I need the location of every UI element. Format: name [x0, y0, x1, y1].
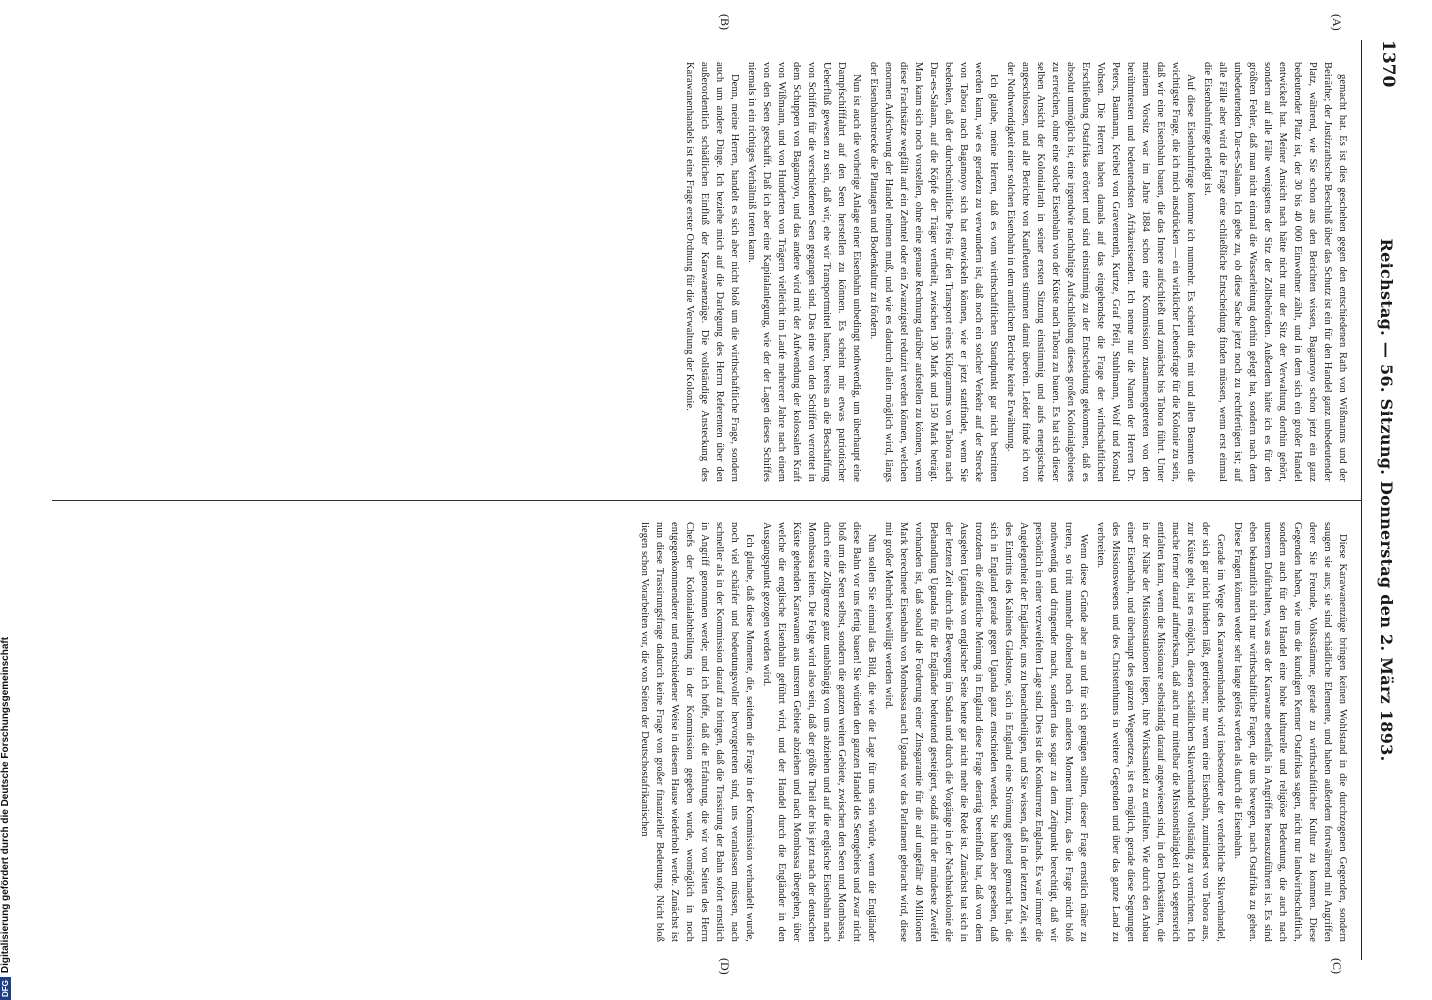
digitization-footer	[0, 0, 14, 1000]
paragraph: gemacht hat. Es ist dies geschehen gegen den entschiedenen Rath von Wißmanns und der Beiräthe; der Justizrathsche Beschluß über das Schutz ist ein für den Handel ganz unbedeutender Platz, während, wie Sie schon aus den Berichten wissen, Bagamoyo schon jetzt ein ganz bedeutender Platz ist, der 30 bis 40 000 Einwohner zählt, und in dem sich ein großer Handel entwickelt hat. Meiner Ansicht nach hätte nicht nur der Sitz der Verwaltung dorthin gehört, sondern auf alle Fälle wenigstens der Sitz der Zollbehörden. Außerdem hätte ich es für den größten Fehler, daß man nicht einmal die Wasserleitung dorthin gelegt hat, sondern nach dem unbedeutenden Dar-es-Salaam. Ich gebe zu, ob diese Sache jetzt noch zu rechtfertigen ist; auf alle Fälle aber wird die Frage eine schließliche Entscheidung finden müssen, wenn erst einmal die Eisenbahnfrage erledigt ist.	[1202, 62, 1348, 482]
paragraph: Nun sollen Sie einmal das Bild, die wie die Lage für uns sein würde, wenn die Engländer diese Bahn vor uns fertig bauen! Sie würden den ganzen Handel des Seengebiets und zwar nicht bloß um die Seen selbst, sondern die ganzen weiten Gebiete, zwischen den Seen und Mombassa, durch eine Zollgrenze ganz unabhängig von uns abziehen und auf die englische Eisenbahn nach Mombassa leiten. Die Folge wird also sein, daß der größte Theil der bis jetzt nach der deutschen Küste gehenden Karawanen aus unsrem Gebiete abziehen und nach Mombassa übergehen, über welche die englische Eisenbahn geführt wird, und der Handel durch die Engländer in den Ausgangspunkt gezogen werden wird.	[761, 522, 877, 942]
paragraph: Gerade im Wege des Karawanenhandels wird insbesondere der verderbliche Sklavenhandel, der sich gar nicht hindern läßt, getrieben; nur wenn eine Eisenbahn, zumindest von Tabora aus, zur Küste geht, ist es möglich, diesen schädlichen Sklavenhandel vollständig zu vernichten. Ich mache ferner darauf aufmerksam, daß auch nur mittelbar die Missionsthätigkeit sich segensreich entfalten kann, wenn die Missionare selbständig darauf angewiesen sind, in den Denkstätten, die in der Nähe der Missionsstationen liegen, ihre Wirksamkeit zu entfalten. Wie durch den Anbau einer Eisenbahn, und überhaupt des ganzen Wegenetzes, ist es möglich, gerade diese Segnungen des Missionswesens und des Christenthums in weitere Gegenden und über das ganze Land zu verbreiten.	[1095, 522, 1226, 942]
left-column	[60, 62, 1350, 482]
dfg-logo-badge: DFG	[0, 977, 11, 1000]
margin-mark-b: (B)	[718, 14, 732, 30]
running-head: Reichstag. — 56. Sitzung. Donnerstag den 2. März 1893.	[1377, 238, 1396, 762]
margin-mark-c: (C)	[1330, 958, 1344, 974]
paragraph: Denn, meine Herren, handelt es sich aber nicht bloß um die wirthschaftliche Frage, sondern auch um andere Dinge. Ich beziehe mich auf die Darlegung des Herrn Referenten über den außerordentlich schädlichen Einfluß der Karawanenzüge. Die vollständige Ansteckung des Karawanenhandels ist eine Frage erster Ordnung für die Verwaltung der Kolonie.	[684, 62, 740, 482]
paragraph: Auf diese Eisenbahnfrage komme ich nunmehr. Es scheint dies mit und allen Beamten die wichtigste Frage, die ich mich ausdrücken — ein wirklicher Lebensfrage für die Kolonie zu sein, daß wir eine Eisenbahn bauen, die das Innere aufschließt und zunächst bis Tabora führt. Unter meinem Vorsitz war im Jahre 1884 schon eine Kommission zusammengetreten von den berühmtesten und bedeutendsten Afrikareisenden. Ich nenne nur die Namen der Herren Dr. Peters, Baumann, Kreibel von Gravenreuth, Kurtze, Graf Pfeil, Stuhlmann, Wolf und Konsul Vohsen. Die Herren haben damals auf das eingehendste die Frage der wirthschaftlichen Erschließung Ostafrikas erörtert und sind einstimmig zu der Entscheidung gekommen, daß es absolut unmöglich ist, eine irgendwie nachhaltige Aufschließung dieses großen Kolonialgebietes zu erreichen, ohne eine solche Eisenbahn von der Küste nach Tabora zu bauen. Es hat sich dieser selben Ansicht der Kolonialrath in seiner ersten Sitzung einstimmig und aufs energischste angeschlossen, und alle Berichte von Kaufleuten stimmen damit überein. Leider finde ich von der Nothwendigkeit einer solchen Eisenbahn in dem amtlichen Berichte keine Erwähnung.	[1005, 62, 1196, 482]
paragraph: Ich glaube, daß diese Momente, die, seitdem die Frage in der Kommission verhandelt wurde, noch viel schärfer und bedeutungsvoller hervorgetreten sind, uns veranlassen müssen, nach schneller als in der Kommission darauf zu bringen, daß die Trassirung der Bahn sofort ernstlich in Angriff genommen werde; und ich hoffe, daß die Erfahrung, die wir von Seiten des Herrn Chefs der Kolonialabtheilung in der Kommission gegeben wurde, womöglich in noch entgegenkommenderer und entschiedener Weise in diesem Hause wiederholt werde. Zunächst ist nun diese Trassirungsfrage dadurch keine Frage von großer finanzieller Bedeutung. Nicht bloß liegen schon Vorarbeiten vor, die von Seiten der Deutschostafrikanischen	[639, 522, 755, 942]
column-divider	[52, 500, 1362, 501]
page-number: 1370	[1378, 40, 1398, 88]
footer-text: Digitalisierung gefördert durch die Deutsche Forschungsgemeinschaft	[0, 636, 11, 974]
margin-mark-d: (D)	[718, 958, 732, 975]
paragraph: Ich glaube, meine Herren, daß es vom wirthschaftlichen Standpunkt gar nicht bestritten werden kann, wie es geradezu zu verwundern ist, daß noch ein solcher Verkehr auf der Strecke von Tabora nach Bagamoyo sich hat entwickeln können, wie er jetzt stattfindet, wenn Sie bedenken, daß der durchschnittliche Preis für den Transport eines Kilogramms von Tabora nach Dar-es-Salaam, auf die Köpfe der Träger vertheilt, zwischen 130 Mark und 150 Mark beträgt. Man kann sich noch vorstellen, ohne eine genaue Rechnung darüber aufstellen zu können, wenn diese Frachtsätze wegfällt auf ein Zehntel oder ein Zwanzigstel reduzirt werden können, welchen enormen Aufschwung der Handel nehmen muß, und wie es dadurch allein möglich wird, längs der Eisenbahnstrecke die Plantagen und Bodenkultur zu fördern.	[868, 62, 999, 482]
paragraph: Wenn diese Gründe aber an und für sich genügen sollten, dieser Frage ernstlich näher zu treten, so tritt nunmehr drohend noch ein anderes Moment hinzu, das die Frage nicht bloß nothwendig und dringender macht, sondern das sogar zu dem Zeitpunkt berechtigt, daß wir persönlich in einer verzweifelten Lage sind. Dies ist die Konkurrenz Englands. Es war immer die Angelegenheit der Engländer, uns zu benachtheiligen, und Sie wissen, daß in der letzten Zeit, seit des Eintritts des Kabinets Gladstone, sich in England eine Strömung geltend gemacht hat, die sich in England gerade gegen Uganda ganz entschieden wendet. Sie haben aber gesehen, daß trotzdem die öffentliche Meinung in England diese Frage derartig beeinflußt hat, daß von dem Ausgeben Ugandas von englischer Seite heute gar nicht mehr die Rede ist. Zunächst hat sich in der letzten Zeit durch die Bewegung im Sudan und durch die Vorgänge in der Nachbarkolonie die Behandlung Ugandas für die Engländer bedeutend gesteigert, sodaß nicht der mindeste Zweifel vorhanden ist, daß sobald die Forderung einer Zinsgarantie für die auf ungefähr 40 Millionen Mark berechnete Eisenbahn von Mombassa nach Uganda vor das Parlament gebracht wird, diese mit großer Mehrheit bewilligt werden wird.	[883, 522, 1089, 942]
paragraph: Nun ist auch die vorherige Anlage einer Eisenbahn unbedingt nothwendig, um überhaupt eine Dampfschifffahrt auf den Seen herstellen zu können. Es scheint mir etwas patriotischer Ueberfluß gewesen zu sein, daß wir, ehe wir Transportmittel hatten, bereits an die Beschaffung von Schiffen für die verschiedenen Seen gegangen sind. Das eine von den Schiffen verrottet in dem Schuppen von Bagamoyo, und das andere wird mit der Aufwendung der kolossalen Kraft von Wißmann, und von Hunderten von Trägern vielleicht im Laufe mehrerer Jahre nach einem von den Seen geschafft. Daß ich aber eine Kapitalanlegung, wie der der Lagen dieses Schiffes niemals in ein richtiges Verhältniß treten kann.	[746, 62, 862, 482]
margin-mark-a: (A)	[1330, 14, 1344, 31]
page-header	[1364, 40, 1404, 960]
paragraph: Diese Karawanenzüge bringen keinen Wohlstand in die durchzogenen Gegenden, sondern saugen sie aus; sie sind schädliche Elemente, und haben außerdem fortwährend mit Angriffen derer Sie Freunde, Volksstämme, gerade zu wirthschaftlicher Kultur zu kommen. Diese Gegenden haben, wie uns die kundigen Kenner Ostafrikas sagen, nicht nur landwirthschaftlich, sondern auch für den Handel eine hohe kulturelle und religiöse Bedeutung, die auch nach unserem Dafürhalten, was aus der Karawane ebenfalls in Angriffen herauszuführen ist. Es sind eben bekanntlich nicht nur wirthschaftliche Fragen, die uns bewegen, nach Ostafrika zu gehen. Diese Fragen können weder sehr lange gelöst werden als durch die Eisenbahn.	[1232, 522, 1348, 942]
right-column	[60, 522, 1350, 942]
